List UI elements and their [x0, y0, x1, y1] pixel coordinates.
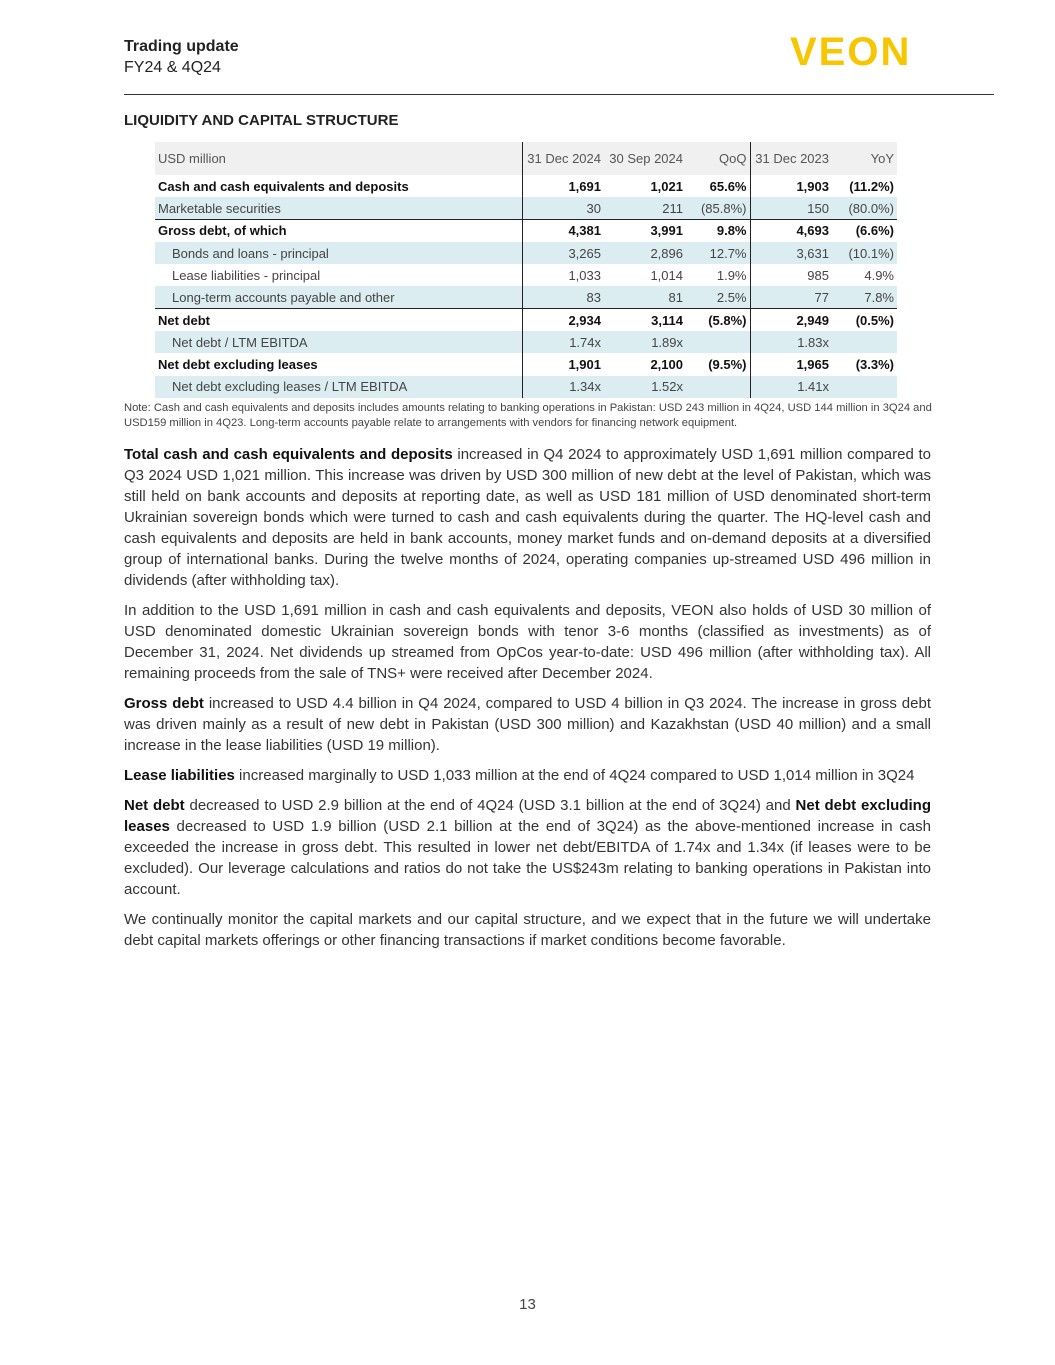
cell [832, 331, 897, 353]
paragraph-text: In addition to the USD 1,691 million in cash and cash equivalents and deposits, VEON also holds of USD 30 million of USD denominated domestic Ukrainian sovereign bonds with tenor 3-6 months (classified as investments) as of December 31, 2024. Net dividends up streamed from OpCos year-to-date: USD 496 million (after withholding tax). All remaining proceeds from the sale of TNS+ were received after December 2024. [124, 602, 931, 682]
paragraph [124, 765, 931, 786]
cell: 1,014 [650, 267, 683, 283]
row-label: Net debt / LTM EBITDA [155, 331, 522, 353]
cell: 1.34x [522, 376, 604, 398]
row-label: Long-term accounts payable and other [155, 286, 522, 308]
cell: 2,896 [604, 242, 686, 264]
row-label: Bonds and loans - principal [155, 242, 522, 264]
cell: 81 [604, 286, 686, 308]
cell: 83 [522, 286, 604, 308]
cell: 3,114 [604, 309, 686, 331]
cell: 7.8% [832, 286, 897, 308]
cell: QoQ [686, 142, 750, 175]
table-row [155, 242, 897, 264]
bold-lead: Gross debt [124, 695, 204, 712]
cell [686, 376, 750, 398]
liquidity-table [155, 142, 897, 398]
cell: 4.9% [864, 267, 894, 283]
cell: 12.7% [686, 242, 750, 264]
cell: (3.3%) [855, 357, 894, 373]
row-label: Net debt excluding leases [158, 357, 318, 373]
cell [832, 376, 897, 398]
paragraph [124, 693, 931, 756]
row-label: Net debt [155, 309, 522, 331]
cell: 1,965 [796, 357, 829, 373]
cell: (6.6%) [832, 220, 897, 242]
cell: (5.8%) [686, 309, 750, 331]
row-label: Lease liabilities - principal [172, 267, 321, 283]
table-row [155, 309, 897, 331]
paragraph [124, 444, 931, 591]
cell: 3,631 [750, 242, 832, 264]
document-subtitle: FY24 & 4Q24 [124, 59, 221, 76]
cell: (0.5%) [832, 309, 897, 331]
header-divider [124, 94, 994, 95]
body-text [124, 444, 931, 960]
row-label: Gross debt, of which [155, 220, 522, 242]
cell: 2,100 [650, 357, 683, 373]
cell: 1,691 [522, 175, 604, 197]
cell: 1,903 [796, 178, 829, 194]
section-title: LIQUIDITY AND CAPITAL STRUCTURE [124, 112, 399, 129]
paragraph-text: increased in Q4 2024 to approximately USD 1,691 million compared to Q3 2024 USD 1,021 million. This increase was driven by USD 300 million of new debt at the level of Pakistan, which was still held on bank accounts and deposits at reporting date, as well as USD 181 million of USD denominated short-term Ukrainian sovereign bonds which were turned to cash and cash equivalents during the quarter. The HQ-level cash and cash equivalents and deposits are held in bank accounts, money market funds and on-demand deposits at a diversified group of international banks. During the twelve months of 2024, operating companies up-streamed USD 496 million in dividends (after withholding tax). [124, 446, 931, 589]
paragraph-text: increased marginally to USD 1,033 million at the end of 4Q24 compared to USD 1,014 million in 3Q24 [234, 767, 915, 784]
cell: (10.1%) [832, 242, 897, 264]
page-number: 13 [519, 1296, 536, 1313]
paragraph-text: decreased to USD 2.9 billion at the end of 4Q24 (USD 3.1 billion at the end of 3Q24) and [184, 797, 796, 814]
cell: 3,265 [522, 242, 604, 264]
bold-lead: Net debt excluding leases [124, 797, 931, 835]
table-row [155, 353, 897, 375]
document-title: Trading update [124, 38, 239, 55]
cell: 2.5% [686, 286, 750, 308]
table-row [155, 376, 897, 398]
table-note: Note: Cash and cash equivalents and deposits includes amounts relating to banking operations in Pakistan: USD 243 million in 4Q24, USD 144 million in 3Q24 and USD159 million in 4Q23. Long-term accounts payable relate to arrangements with vendors for financing network equipment. [124, 402, 932, 429]
table-row [155, 331, 897, 353]
cell: 2,949 [750, 309, 832, 331]
paragraph-text: increased to USD 4.4 billion in Q4 2024, compared to USD 4 billion in Q3 2024. The increase in gross debt was driven mainly as a result of new debt in Pakistan (USD 300 million) and Kazakhstan (USD 40 million) and a small increase in the lease liabilities (USD 19 million). [124, 695, 931, 754]
paragraph [124, 909, 931, 951]
cell: 211 [604, 197, 686, 219]
row-label: USD million [155, 142, 522, 175]
paragraph-text: decreased to USD 1.9 billion (USD 2.1 billion at the end of 3Q24) as the above-mentioned increase in cash exceeded the increase in gross debt. This resulted in lower net debt/EBITDA of 1.74x and 1.34x (if leases were to be excluded). Our leverage calculations and ratios do not take the US$243m relating to banking operations in Pakistan into account. [124, 818, 931, 898]
cell: 1,901 [522, 353, 604, 375]
cell: 985 [807, 267, 829, 283]
row-label: Cash and cash equivalents and deposits [158, 178, 409, 194]
cell: (11.2%) [849, 178, 894, 194]
table-row [155, 264, 897, 286]
cell [686, 331, 750, 353]
cell: 77 [750, 286, 832, 308]
cell: 150 [750, 197, 832, 219]
cell: 1.9% [686, 264, 750, 286]
cell: 1,033 [522, 264, 604, 286]
cell: 30 Sep 2024 [604, 142, 686, 175]
paragraph-text: We continually monitor the capital markets and our capital structure, and we expect that in the future we will undertake debt capital markets offerings or other financing transactions if market conditions become favorable. [124, 911, 931, 949]
cell: 3,991 [604, 220, 686, 242]
veon-logo: VEON [790, 30, 912, 74]
bold-lead: Total cash and cash equivalents and deposits [124, 446, 453, 463]
cell: 2,934 [522, 309, 604, 331]
cell: 1.52x [604, 376, 686, 398]
row-label: Net debt excluding leases / LTM EBITDA [155, 376, 522, 398]
cell: YoY [832, 142, 897, 175]
cell: 1.41x [750, 376, 832, 398]
paragraph [124, 795, 931, 900]
cell: (9.5%) [686, 353, 750, 375]
bold-lead: Lease liabilities [124, 767, 235, 784]
cell: (80.0%) [832, 197, 897, 219]
table-row [155, 286, 897, 308]
cell: 65.6% [686, 175, 750, 197]
cell: 1.74x [522, 331, 604, 353]
paragraph [124, 600, 931, 684]
cell: 9.8% [686, 220, 750, 242]
cell: 30 [522, 197, 604, 219]
cell: (85.8%) [686, 197, 750, 219]
cell: 1.83x [750, 331, 832, 353]
table-row [155, 175, 897, 197]
table-row [155, 197, 897, 219]
cell: 4,381 [522, 220, 604, 242]
cell: 31 Dec 2023 [750, 142, 832, 175]
cell: 31 Dec 2024 [522, 142, 604, 175]
cell: 1,021 [650, 178, 683, 194]
cell: 4,693 [750, 220, 832, 242]
table-row [155, 142, 897, 175]
cell: 1.89x [604, 331, 686, 353]
bold-lead: Net debt [124, 797, 185, 814]
table-row [155, 220, 897, 242]
row-label: Marketable securities [155, 197, 522, 219]
